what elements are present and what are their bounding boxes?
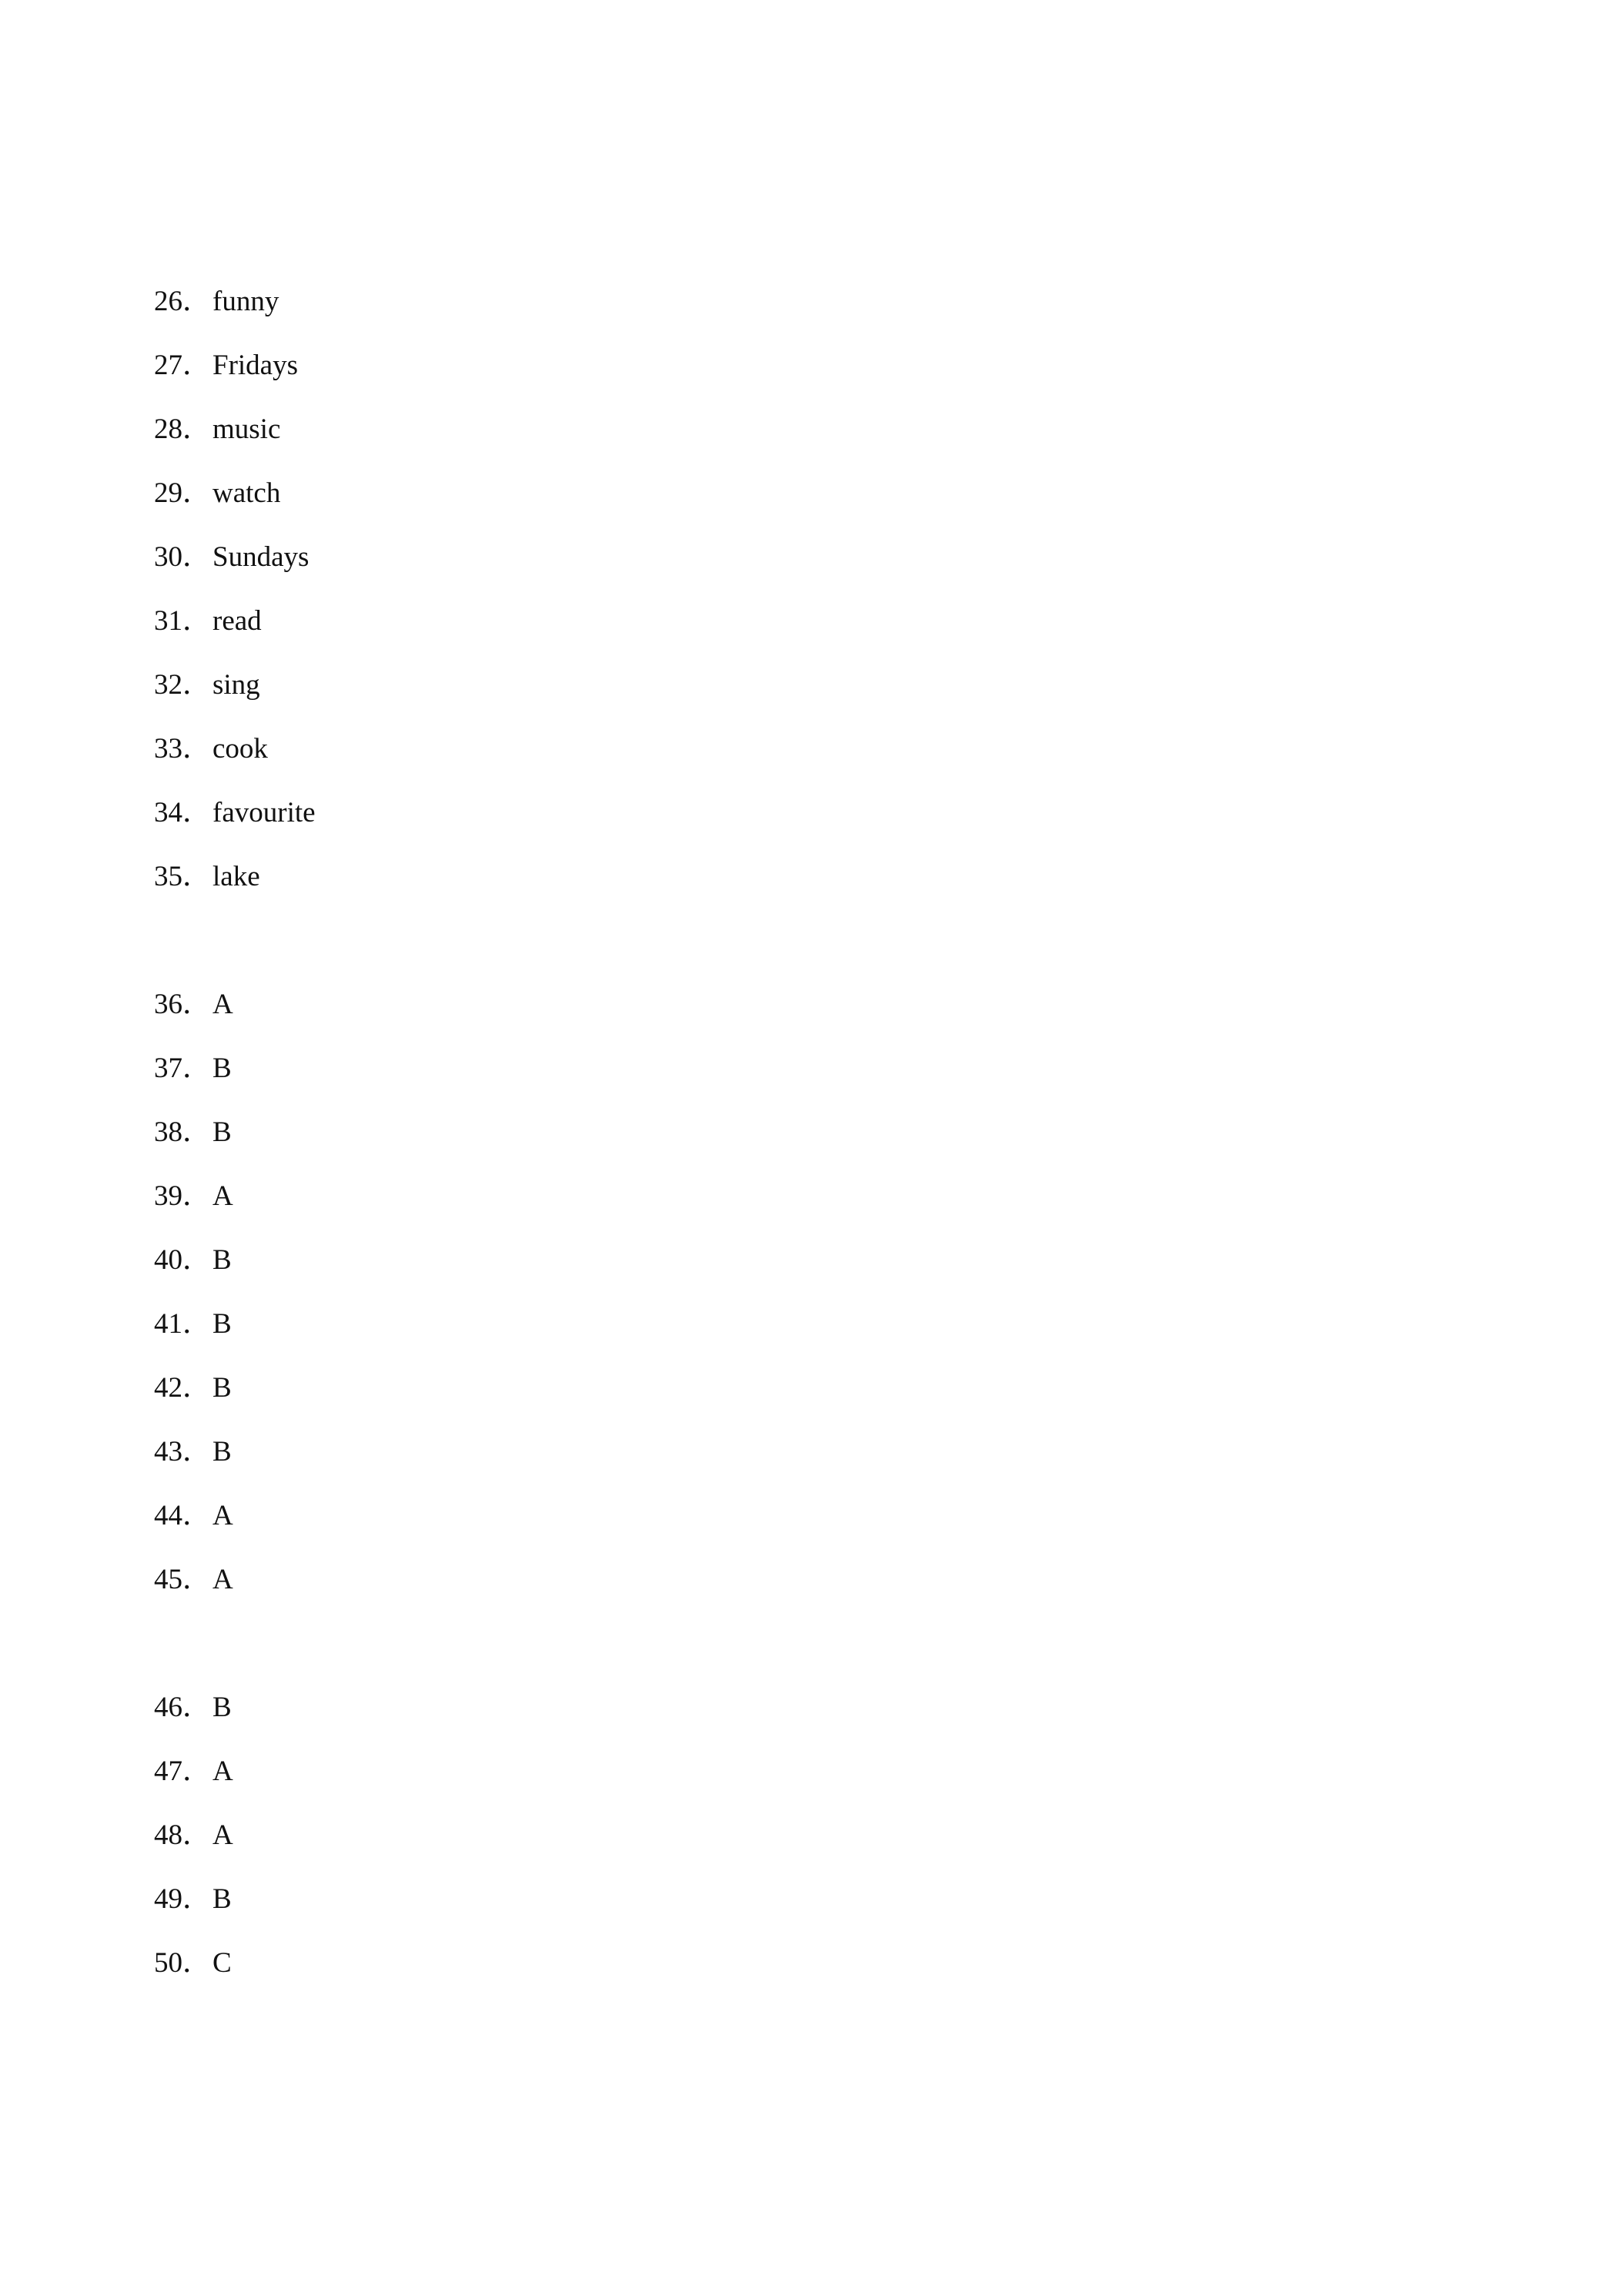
question-number: 45． [154, 1564, 211, 1595]
answer-text: B [212, 1053, 232, 1084]
answer-item [154, 717, 1463, 781]
answer-text: funny [212, 286, 279, 317]
question-number: 31． [154, 605, 211, 637]
answer-item [154, 461, 1463, 525]
answer-item [154, 1675, 1463, 1739]
answer-item [154, 1036, 1463, 1100]
answer-item [154, 1228, 1463, 1292]
question-number: 30． [154, 541, 211, 573]
answer-item [154, 1292, 1463, 1356]
question-number: 46． [154, 1692, 211, 1723]
answer-text: lake [212, 861, 260, 892]
answer-text: A [212, 1564, 233, 1595]
answer-text: B [212, 1116, 232, 1148]
question-number: 39． [154, 1180, 211, 1212]
answer-group-46-50 [154, 1675, 1463, 1995]
answer-text: A [212, 1500, 233, 1531]
question-number: 36． [154, 989, 211, 1020]
answer-item [154, 1867, 1463, 1931]
answer-item [154, 653, 1463, 717]
answer-text: Fridays [212, 350, 298, 381]
answer-text: sing [212, 669, 260, 701]
answer-group-26-35 [154, 269, 1463, 909]
question-number: 44． [154, 1500, 211, 1531]
question-number: 42． [154, 1372, 211, 1404]
question-number: 29． [154, 477, 211, 509]
answer-item [154, 1548, 1463, 1612]
answer-text: A [212, 989, 233, 1020]
answer-item [154, 589, 1463, 653]
question-number: 33． [154, 733, 211, 765]
answer-item [154, 1803, 1463, 1867]
answer-item [154, 845, 1463, 909]
question-number: 40． [154, 1244, 211, 1276]
question-number: 38． [154, 1116, 211, 1148]
answer-text: watch [212, 477, 281, 509]
answer-item [154, 333, 1463, 397]
answer-text: A [212, 1180, 233, 1212]
answer-item [154, 972, 1463, 1036]
answer-item [154, 1100, 1463, 1164]
answer-text: music [212, 413, 281, 445]
answer-text: Sundays [212, 541, 310, 573]
answer-item [154, 781, 1463, 845]
answer-item [154, 1164, 1463, 1228]
answer-text: A [212, 1755, 233, 1787]
question-number: 32． [154, 669, 211, 701]
answer-text: B [212, 1436, 232, 1468]
question-number: 26． [154, 286, 211, 317]
answer-item [154, 1931, 1463, 1995]
answer-item [154, 397, 1463, 461]
answer-item [154, 1484, 1463, 1548]
answer-text: B [212, 1692, 232, 1723]
answer-list [154, 269, 1463, 1995]
question-number: 49． [154, 1883, 211, 1915]
answer-item [154, 525, 1463, 589]
answer-group-36-45 [154, 972, 1463, 1612]
question-number: 34． [154, 797, 211, 828]
question-number: 37． [154, 1053, 211, 1084]
question-number: 27． [154, 350, 211, 381]
answer-text: cook [212, 733, 268, 765]
question-number: 43． [154, 1436, 211, 1468]
answer-item [154, 1420, 1463, 1484]
question-number: 48． [154, 1819, 211, 1851]
answer-item [154, 1356, 1463, 1420]
answer-text: favourite [212, 797, 316, 828]
answer-text: B [212, 1244, 232, 1276]
question-number: 47． [154, 1755, 211, 1787]
answer-text: C [212, 1947, 232, 1979]
question-number: 41． [154, 1308, 211, 1340]
question-number: 28． [154, 413, 211, 445]
answer-text: B [212, 1883, 232, 1915]
question-number: 50． [154, 1947, 211, 1979]
answer-text: A [212, 1819, 233, 1851]
answer-text: B [212, 1308, 232, 1340]
answer-text: B [212, 1372, 232, 1404]
question-number: 35． [154, 861, 211, 892]
answer-item [154, 1739, 1463, 1803]
answer-text: read [212, 605, 262, 637]
answer-item [154, 269, 1463, 333]
